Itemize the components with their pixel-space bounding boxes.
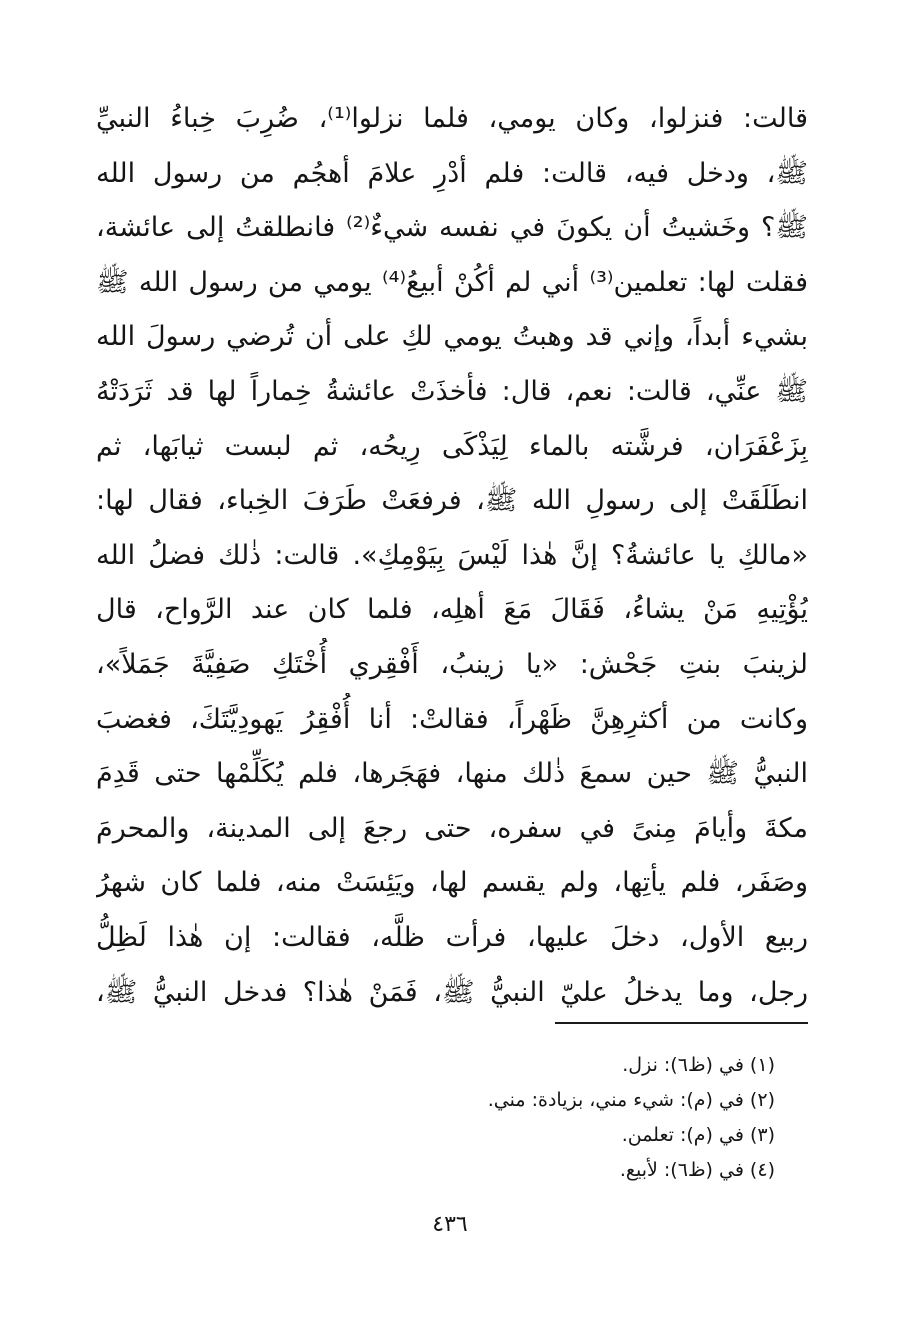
- text-line: «مالكِ يا عائشةُ؟ إنَّ هٰذا لَيْسَ بِيَوْمِكِ». قالت: ذٰلك فضلُ الله: [96, 539, 808, 571]
- footnotes-block: [300, 1048, 775, 1188]
- text-line: قالت: فنزلوا، وكان يومي، فلما نزلوا⁽¹⁾، ضُرِبَ خِباءُ النبيِّ: [96, 103, 808, 134]
- footnote-divider: [555, 1022, 808, 1024]
- footnote: (٣) في (م): تعلمن.: [621, 1124, 775, 1146]
- text-line: مكةَ وأيامَ مِنىً في سفره، حتى رجعَ إلى المدينة، والمحرمَ: [96, 812, 808, 844]
- text-line: وكانت من أكثرِهِنَّ ظَهْراً، فقالتْ: أنا أُفْقِرُ يَهودِيَّتَكَ، فغضبَ: [96, 703, 808, 735]
- text-line: لزينبَ بنتِ جَحْش: «يا زينبُ، أَفْقِري أُخْتَكِ صَفِيَّةَ جَمَلاً»،: [96, 648, 808, 680]
- text-line: وصَفَر، فلم يأتِها، ولم يقسم لها، ويَئِسَتْ منه، فلما كان شهرُ: [96, 867, 808, 899]
- text-line: رجل، وما يدخلُ عليّ النبيُّ ﷺ، فَمَنْ هٰذا؟ فدخل النبيُّ ﷺ،: [96, 976, 808, 1008]
- text-line: انطَلَقَتْ إلى رسولِ الله ﷺ، فرفعَتْ طَرَفَ الخِباء، فقال لها:: [96, 485, 808, 517]
- text-line: بِزَعْفَرَان، فرشَّته بالماء لِيَذْكَى رِيحُه، ثم لبست ثيابَها، ثم: [96, 430, 808, 462]
- text-line: يُؤْتِيهِ مَنْ يشاءُ، فَقَالَ مَعَ أهلِه، فلما كان عند الرَّواح، قال: [96, 594, 808, 626]
- text-line: النبيُّ ﷺ حين سمعَ ذٰلك منها، فهَجَرها، فلم يُكَلِّمْها حتى قَدِمَ: [96, 758, 808, 790]
- main-text-block: [96, 92, 808, 1020]
- text-line: ربيع الأول، دخلَ عليها، فرأت ظلَّه، فقالت: إن هٰذا لَظِلُّ: [96, 921, 808, 953]
- text-line: ﷺ عنِّي، قالت: نعم، قال: فأخذَتْ عائشةُ خِماراً لها قد ثَرَدَتْهُ: [96, 375, 808, 407]
- footnote: (١) في (ظ٦): نزل.: [622, 1054, 775, 1076]
- footnote: (٤) في (ظ٦): لأبيع.: [619, 1159, 775, 1181]
- text-line: ﷺ؟ وخَشيتُ أن يكونَ في نفسه شيءٌ⁽²⁾ فانطلقتُ إلى عائشة،: [96, 212, 808, 244]
- text-line: فقلت لها: تعلمين⁽³⁾ أني لم أكُنْ أبيعُ⁽⁴⁾ يومي من رسول الله ﷺ: [96, 266, 808, 298]
- text-line: ﷺ، ودخل فيه، قالت: فلم أدْرِ علامَ أهجُم من رسول الله: [96, 157, 808, 189]
- page-number: ٤٣٦: [432, 1212, 468, 1237]
- text-line: بشيء أبداً، وإني قد وهبتُ يومي لكِ على أن تُرضي رسولَ الله: [96, 321, 808, 353]
- footnote: (٢) في (م): شيء مني، بزيادة: مني.: [487, 1089, 775, 1111]
